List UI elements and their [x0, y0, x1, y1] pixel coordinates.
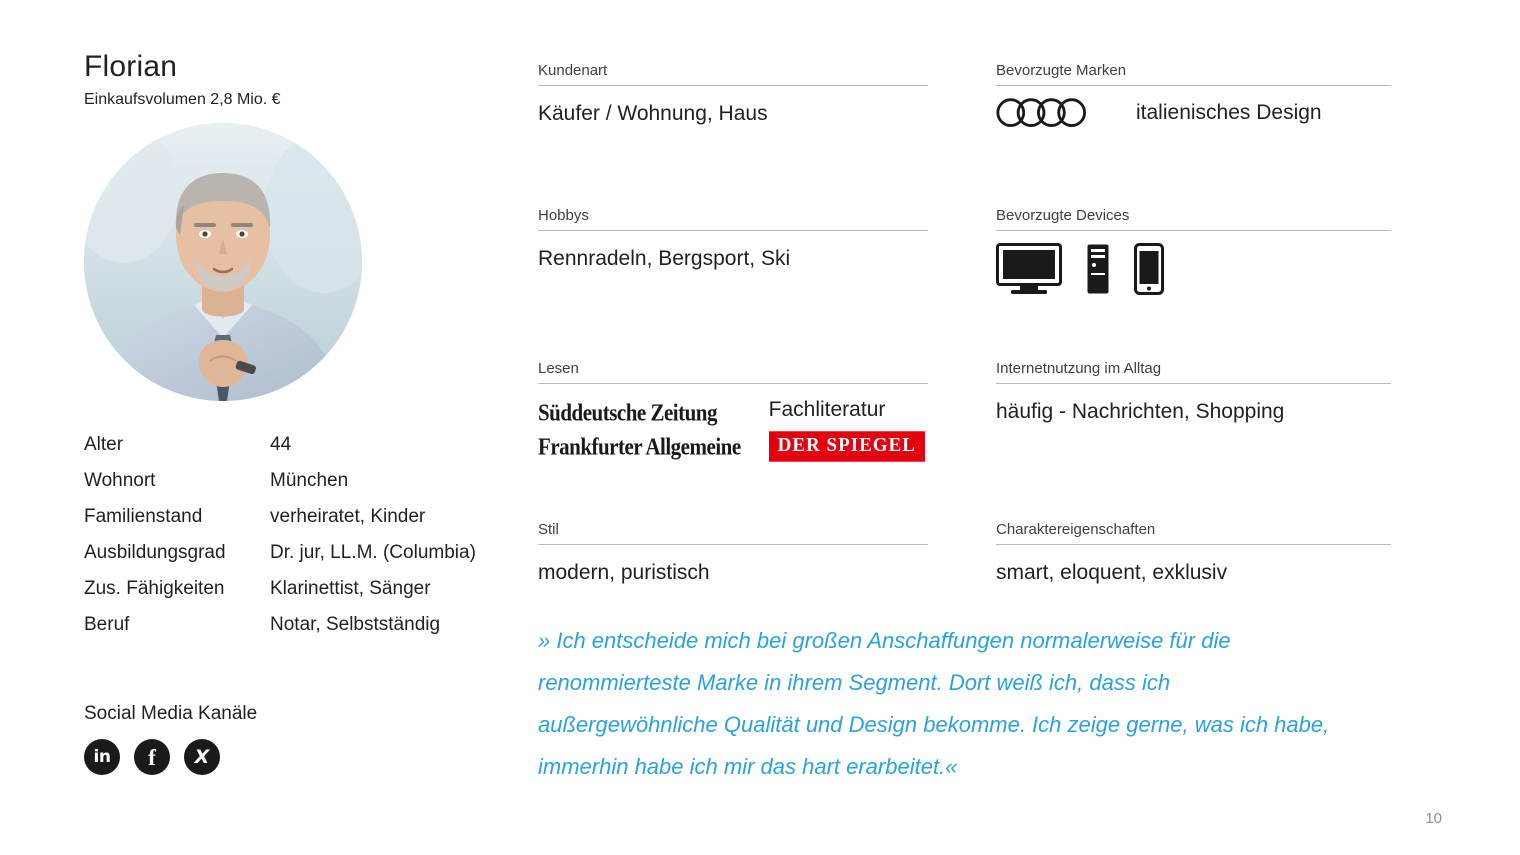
table-row	[84, 535, 514, 571]
fachliteratur-label: Fachliteratur	[768, 398, 886, 421]
section-stil	[538, 521, 928, 585]
social-media-list	[84, 739, 514, 775]
fact-label: Familienstand	[84, 506, 203, 527]
sueddeutsche-zeitung-logo: Süddeutsche Zeitung	[538, 398, 717, 427]
newspaper-logos	[538, 398, 741, 461]
section-value: Rennradeln, Bergsport, Ski	[538, 247, 791, 270]
section-internetnutzung	[996, 360, 1391, 497]
section-charaktereigenschaften	[996, 521, 1391, 585]
fact-value: verheiratet, Kinder	[270, 506, 426, 527]
fact-label: Ausbildungsgrad	[84, 542, 226, 563]
audi-rings-logo	[996, 96, 1092, 130]
section-value: Käufer / Wohnung, Haus	[538, 102, 768, 125]
section-title: Bevorzugte Marken	[996, 62, 1391, 86]
table-row	[84, 427, 514, 463]
linkedin-icon[interactable]: in	[84, 739, 120, 775]
social-media-title: Social Media Kanäle	[84, 703, 258, 724]
persona-quote: » Ich entscheide mich bei großen Anschaffungen normalerweise für die renommierteste Marke in ihrem Segment. Dort weiß ich, dass ich außergewöhnliche Qualität und Design bekomme. Ich zeige gerne, was ich habe, immerhin habe ich mir das hart erarbeitet.«	[538, 628, 1330, 779]
section-hobbys	[538, 207, 928, 336]
section-value: smart, eloquent, exklusiv	[996, 561, 1228, 584]
right-column	[996, 62, 1391, 609]
section-kundenart	[538, 62, 928, 183]
section-title: Charaktereigenschaften	[996, 521, 1391, 545]
section-bevorzugte-marken	[996, 62, 1391, 183]
fact-label: Beruf	[84, 614, 130, 635]
section-title: Internetnutzung im Alltag	[996, 360, 1391, 384]
section-lesen	[538, 360, 928, 497]
table-row	[84, 463, 514, 499]
brand-preference-text: italienisches Design	[1136, 101, 1322, 124]
fact-value: 44	[270, 434, 292, 455]
xing-icon[interactable]: X	[184, 739, 220, 775]
section-value: häufig - Nachrichten, Shopping	[996, 400, 1285, 423]
fact-label: Wohnort	[84, 470, 156, 491]
fact-label: Zus. Fähigkeiten	[84, 578, 225, 599]
der-spiegel-logo: DER SPIEGEL	[769, 431, 925, 461]
middle-column	[538, 62, 928, 609]
section-title: Hobbys	[538, 207, 928, 231]
fact-value: Dr. jur, LL.M. (Columbia)	[270, 542, 476, 563]
fact-value: Klarinettist, Sänger	[270, 578, 431, 599]
frankfurter-allgemeine-logo: Frankfurter Allgemeine	[538, 432, 741, 461]
facts-table	[84, 427, 514, 643]
section-value: modern, puristisch	[538, 561, 710, 584]
profile-column	[84, 50, 514, 775]
page-number: 10	[1425, 810, 1442, 827]
table-row	[84, 607, 514, 643]
fact-value: München	[270, 470, 349, 491]
smartphone-icon	[1134, 243, 1164, 300]
desktop-monitor-icon	[996, 243, 1062, 300]
avatar	[84, 123, 362, 401]
facebook-icon[interactable]: f	[134, 739, 170, 775]
fact-label: Alter	[84, 434, 124, 455]
fact-value: Notar, Selbstständig	[270, 614, 441, 635]
table-row	[84, 571, 514, 607]
section-title: Stil	[538, 521, 928, 545]
section-bevorzugte-devices	[996, 207, 1391, 336]
purchase-volume-text: Einkaufsvolumen 2,8 Mio. €	[84, 91, 281, 108]
page-title: Florian	[84, 50, 178, 83]
section-title: Kundenart	[538, 62, 928, 86]
pc-tower-icon	[1086, 243, 1110, 300]
section-title: Lesen	[538, 360, 928, 384]
table-row	[84, 499, 514, 535]
section-title: Bevorzugte Devices	[996, 207, 1391, 231]
